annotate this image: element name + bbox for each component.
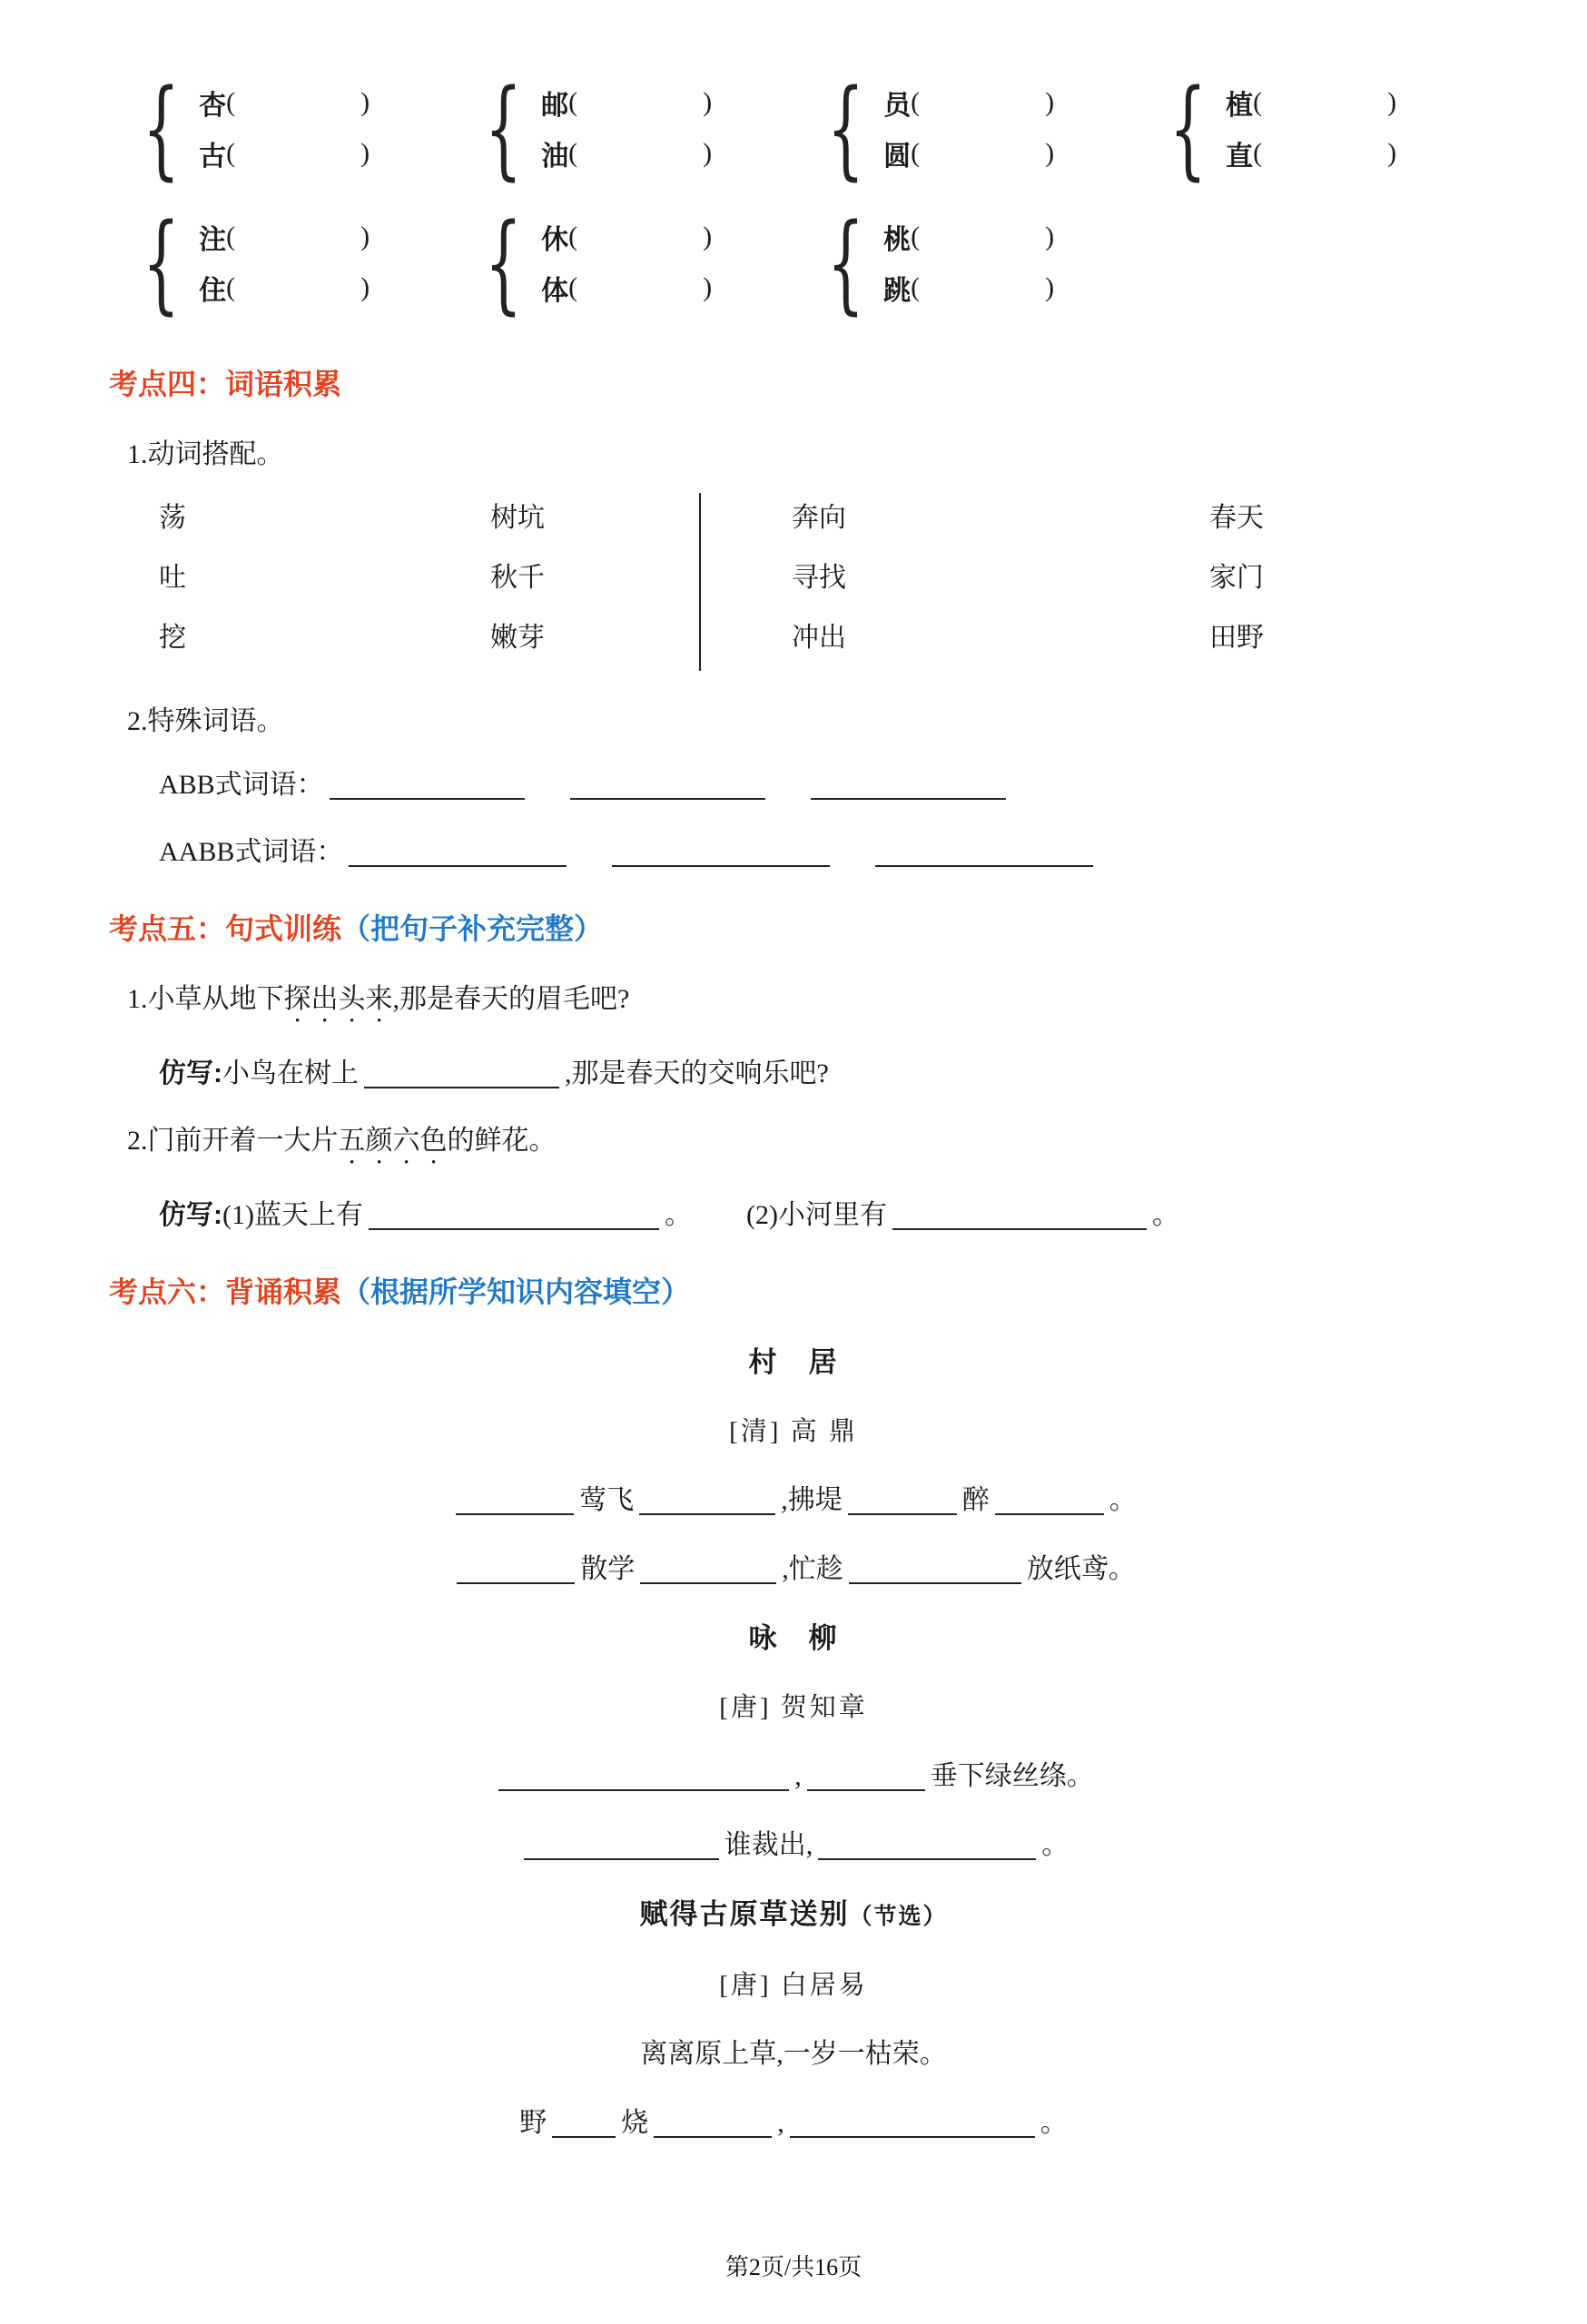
noun-column-left — [490, 498, 699, 671]
pair-char: 直 — [1226, 142, 1254, 172]
verb: 荡 — [159, 503, 186, 533]
poem1-line1 — [109, 1481, 1478, 1521]
poem3-line1: 离离原上草,一岁一枯荣。 — [640, 2039, 947, 2069]
noun: 秋千 — [490, 563, 545, 593]
emphasized-words: 五颜六色 — [338, 1126, 448, 1156]
blank-line — [552, 2107, 616, 2138]
pair-char: 住 — [199, 276, 227, 306]
word-pair — [469, 200, 812, 325]
blank-line — [818, 1829, 1036, 1860]
brace-icon: { — [484, 65, 523, 191]
poem-text: , — [794, 1761, 802, 1791]
poem-text: 野 — [519, 2108, 547, 2138]
kp4-heading — [109, 364, 1478, 404]
blank-line — [457, 1553, 575, 1584]
noun: 田野 — [1209, 623, 1264, 653]
paren-open: ( — [911, 138, 921, 168]
section-kp5 — [109, 909, 1478, 1236]
brace-icon: { — [484, 200, 523, 325]
poem-text: 放纸鸢。 — [1026, 1554, 1136, 1584]
paren-close: ) — [703, 87, 713, 117]
noun: 树坑 — [490, 503, 545, 533]
brace-icon: { — [142, 200, 181, 325]
section-kp4 — [109, 364, 1478, 872]
poem1-line2 — [109, 1550, 1478, 1590]
blank-line — [848, 1484, 957, 1515]
paren-open: ( — [226, 222, 236, 251]
verb-match-label: 1.动词搭配。 — [127, 439, 284, 469]
poem-text: 莺飞 — [579, 1485, 635, 1515]
blank-line — [807, 1760, 925, 1791]
pair-char: 古 — [199, 142, 227, 172]
word-pair — [469, 65, 812, 191]
poem-text: 醉 — [961, 1485, 990, 1515]
kp6-heading — [109, 1272, 1478, 1312]
noun: 春天 — [1209, 503, 1264, 533]
pair-char: 注 — [199, 225, 227, 255]
aabb-line — [159, 832, 1478, 872]
kp6-heading-text: 考点六：背诵积累 — [109, 1275, 342, 1308]
paren-close: ) — [360, 87, 370, 117]
word-pair — [127, 200, 469, 325]
poem-text: 。 — [1040, 2108, 1068, 2138]
paren-close: ) — [1045, 87, 1055, 117]
text-segment: ,那是春天的交响乐吧? — [565, 1059, 829, 1088]
poem3-title-text: 赋得古原草送别 — [639, 1898, 850, 1930]
paren-close: ) — [703, 138, 713, 168]
blank-line — [640, 1553, 776, 1584]
paren-open: ( — [226, 138, 236, 168]
pairs-row-2 — [127, 200, 1478, 325]
blank-line — [654, 2107, 772, 2138]
word-pairs-section — [109, 65, 1478, 325]
poem3-title-note: （节选） — [849, 1904, 948, 1929]
brace-icon: { — [1168, 65, 1208, 191]
kp6-heading-note: （根据所学知识内容填空） — [341, 1275, 691, 1308]
poem-text: , — [777, 2108, 784, 2138]
poem3-author: [唐] 白居易 — [719, 1971, 868, 2000]
verb-column-right — [701, 498, 1209, 671]
paren-open: ( — [226, 87, 236, 117]
blank-line — [498, 1760, 789, 1791]
verb: 冲出 — [792, 623, 846, 653]
text-segment: (1)蓝天上有 — [222, 1200, 363, 1230]
section-kp6 — [109, 1272, 1478, 2143]
paren-open: ( — [911, 87, 921, 117]
pair-char: 跳 — [883, 276, 912, 306]
text-segment: ,那是春天的眉毛吧? — [392, 984, 630, 1014]
text-segment: 。 — [664, 1200, 692, 1230]
word-pair — [1154, 65, 1496, 191]
blank-line — [875, 836, 1093, 867]
text-segment: 2.门前开着一大片 — [127, 1126, 339, 1156]
kp5-heading — [109, 909, 1478, 949]
paren-open: ( — [568, 222, 578, 251]
page-number: 第2页/共16页 — [724, 2254, 862, 2280]
blank-line — [892, 1199, 1147, 1230]
blank-line — [330, 769, 525, 800]
verb: 寻找 — [792, 563, 846, 593]
paren-close: ) — [1387, 87, 1397, 117]
poem3-title — [109, 1895, 1478, 1936]
poem-text: 。 — [1109, 1485, 1137, 1515]
poem2-line2 — [109, 1826, 1478, 1866]
pair-char: 圆 — [883, 142, 912, 172]
blank-line — [570, 769, 765, 800]
pair-char: 邮 — [541, 91, 569, 121]
noun-column-right — [1209, 498, 1264, 671]
paren-close: ) — [1387, 138, 1397, 168]
emphasized-words: 探出头来 — [283, 984, 393, 1014]
paren-open: ( — [568, 87, 578, 117]
abb-label: ABB式词语： — [159, 770, 324, 800]
pair-char: 杏 — [199, 91, 227, 121]
paren-open: ( — [568, 272, 578, 302]
kp4-heading-text: 考点四：词语积累 — [109, 368, 342, 400]
paren-close: ) — [360, 272, 370, 302]
poem-text: ,拂堤 — [781, 1485, 843, 1515]
text-segment: 的鲜花。 — [447, 1126, 557, 1156]
paren-open: ( — [226, 272, 236, 302]
pair-char: 油 — [541, 142, 569, 172]
blank-line — [369, 1199, 659, 1230]
poem-text: 烧 — [621, 2108, 649, 2138]
word-pair — [812, 200, 1154, 325]
sentence-q2 — [127, 1121, 1478, 1170]
blank-line — [456, 1484, 574, 1515]
blank-line — [811, 769, 1006, 800]
paren-close: ) — [360, 222, 370, 251]
poem2-author: [唐] 贺知章 — [719, 1693, 868, 1722]
verb: 挖 — [159, 623, 186, 653]
text-segment: 。 — [1151, 1200, 1179, 1230]
paren-open: ( — [911, 272, 921, 302]
poem1-author: [清] 高 鼎 — [729, 1417, 858, 1446]
poem3-line2 — [109, 2103, 1478, 2143]
text-segment: 1.小草从地下 — [127, 984, 284, 1014]
paren-close: ) — [1045, 222, 1055, 251]
poem-text: 谁裁出, — [724, 1830, 813, 1860]
paren-close: ) — [703, 222, 713, 251]
poem1-title: 村 居 — [748, 1346, 839, 1378]
text-segment: (2)小河里有 — [745, 1200, 887, 1230]
blank-line — [524, 1829, 719, 1860]
sentence-q1 — [127, 980, 1478, 1029]
blank-line — [849, 1553, 1021, 1584]
pair-char: 植 — [1226, 91, 1254, 121]
poem2-title: 咏 柳 — [748, 1622, 839, 1654]
pair-char: 员 — [883, 91, 912, 121]
paren-close: ) — [703, 272, 713, 302]
word-pair — [127, 65, 469, 191]
kp5-heading-text: 考点五：句式训练 — [109, 912, 342, 945]
blank-line — [790, 2107, 1035, 2138]
pairs-row-1 — [127, 65, 1478, 191]
pair-char: 体 — [541, 276, 569, 306]
word-pair — [812, 65, 1154, 191]
verb-match-table — [109, 498, 1478, 671]
poem-text: 散学 — [580, 1554, 636, 1584]
abb-line — [159, 765, 1478, 805]
verb: 奔向 — [792, 503, 846, 533]
paren-open: ( — [568, 138, 578, 168]
blank-line — [639, 1484, 775, 1515]
brace-icon: { — [142, 65, 181, 191]
imitate-q2 — [159, 1196, 1478, 1236]
paren-close: ) — [1045, 138, 1055, 168]
blank-line — [612, 836, 830, 867]
aabb-label: AABB式词语： — [159, 837, 344, 867]
text-segment: 小鸟在树上 — [222, 1059, 359, 1088]
poem2-line1 — [109, 1757, 1478, 1797]
paren-close: ) — [1045, 272, 1055, 302]
blank-line — [364, 1058, 559, 1088]
brace-icon: { — [826, 200, 865, 325]
brace-icon: { — [826, 65, 865, 191]
imitate-label: 仿写: — [159, 1059, 222, 1088]
poem-text: 。 — [1041, 1830, 1070, 1860]
poem-text: ,忙趁 — [782, 1554, 843, 1584]
blank-line — [995, 1484, 1104, 1515]
poem-text: 垂下绿丝绦。 — [930, 1761, 1094, 1791]
paren-open: ( — [911, 222, 921, 251]
kp5-heading-note: （把句子补充完整） — [341, 912, 604, 945]
noun: 家门 — [1209, 563, 1264, 593]
special-words-label: 2.特殊词语。 — [127, 706, 284, 736]
poems-block — [109, 1343, 1478, 2143]
blank-line — [349, 836, 567, 867]
paren-open: ( — [1253, 87, 1263, 117]
pair-char: 休 — [541, 225, 569, 255]
noun: 嫩芽 — [490, 623, 545, 653]
imitate-q1 — [159, 1054, 1478, 1094]
pair-char: 桃 — [883, 225, 912, 255]
verb: 吐 — [159, 563, 186, 593]
page-footer — [0, 2249, 1587, 2282]
verb-column-left — [109, 498, 490, 671]
imitate-label: 仿写: — [159, 1200, 222, 1230]
paren-close: ) — [360, 138, 370, 168]
paren-open: ( — [1253, 138, 1263, 168]
